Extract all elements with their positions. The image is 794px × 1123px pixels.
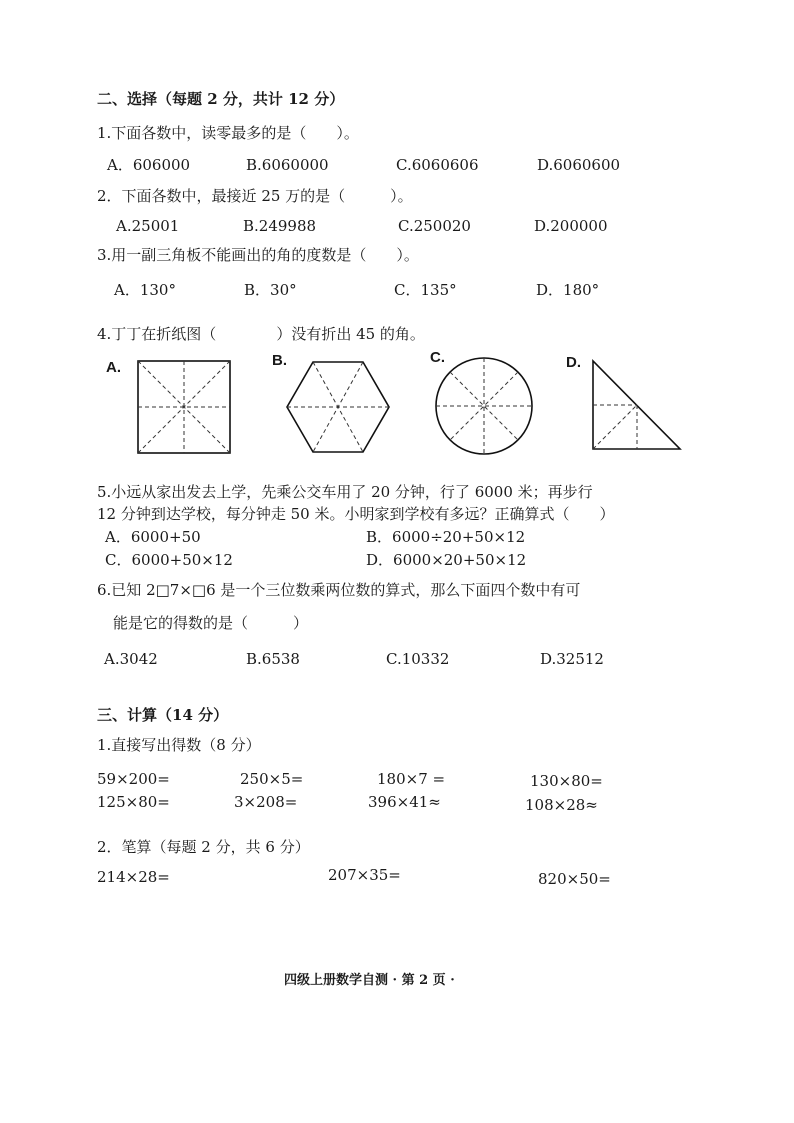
page-footer: 四级上册数学自测 · 第 2 页 · [284, 973, 455, 988]
question-1-option-a: A．606000 [107, 156, 191, 174]
oral-calc-2: 250×5= [240, 770, 304, 788]
figure-d-label: D. [566, 354, 581, 371]
question-3-option-c: C．135° [394, 281, 457, 299]
figure-a-label: A. [106, 359, 121, 376]
question-1-option-c: C.6060606 [396, 156, 479, 174]
folded-hexagon-figure [285, 360, 391, 454]
section-2-title: 二、选择（每题 2 分，共计 12 分） [97, 90, 345, 108]
oral-calc-6: 3×208= [234, 793, 298, 811]
part-1-title: 1.直接写出得数（8 分） [97, 736, 261, 754]
written-calc-2: 207×35= [328, 866, 401, 884]
oral-calc-3: 180×7 = [377, 770, 446, 788]
question-5-line-2: 12 分钟到达学校，每分钟走 50 米。小明家到学校有多远？正确算式（ ） [97, 505, 615, 523]
question-2-option-b: B.249988 [243, 217, 317, 235]
question-2-option-c: C.250020 [398, 217, 471, 235]
question-2-option-d: D.200000 [534, 217, 608, 235]
question-6-option-d: D.32512 [540, 650, 604, 668]
question-5-line-1: 5.小远从家出发去上学，先乘公交车用了 20 分钟，行了 6000 米；再步行 [97, 483, 593, 501]
oral-calc-8: 108×28≈ [525, 796, 598, 814]
question-1-option-d: D.6060600 [537, 156, 621, 174]
question-6-option-a: A.3042 [104, 650, 158, 668]
question-5-option-c: C．6000+50×12 [105, 551, 233, 569]
oral-calc-4: 130×80= [530, 772, 603, 790]
part-2-title: 2．笔算（每题 2 分，共 6 分） [97, 838, 310, 856]
question-1-option-b: B.6060000 [246, 156, 329, 174]
figure-b-label: B. [272, 352, 287, 369]
folded-square-figure [137, 360, 231, 454]
question-6-line-2: 能是它的得数的是（ ） [113, 614, 309, 632]
question-6-line-1: 6.已知 2□7×□6 是一个三位数乘两位数的算式，那么下面四个数中有可 [97, 581, 581, 599]
question-4-stem: 4.丁丁在折纸图（ ）没有折出 45 的角。 [97, 325, 425, 343]
question-1-stem: 1.下面各数中，读零最多的是（ ）。 [97, 124, 359, 142]
question-3-option-d: D．180° [536, 281, 600, 299]
question-3-option-b: B．30° [244, 281, 297, 299]
question-3-option-a: A．130° [114, 281, 176, 299]
question-2-option-a: A.25001 [116, 217, 180, 235]
figure-c-label: C. [430, 349, 445, 366]
written-calc-3: 820×50= [538, 870, 611, 888]
oral-calc-7: 396×41≈ [368, 793, 441, 811]
question-5-option-b: B．6000÷20+50×12 [366, 528, 526, 546]
folded-circle-figure [434, 356, 534, 456]
section-3-title: 三、计算（14 分） [97, 706, 229, 724]
written-calc-1: 214×28= [97, 868, 170, 886]
folded-triangle-figure [590, 358, 684, 452]
question-5-option-d: D．6000×20+50×12 [366, 551, 527, 569]
question-6-option-c: C.10332 [386, 650, 450, 668]
oral-calc-5: 125×80= [97, 793, 170, 811]
question-5-option-a: A．6000+50 [105, 528, 201, 546]
question-2-stem: 2．下面各数中，最接近 25 万的是（ ）。 [97, 187, 413, 205]
oral-calc-1: 59×200= [97, 770, 170, 788]
question-6-option-b: B.6538 [246, 650, 300, 668]
question-3-stem: 3.用一副三角板不能画出的角的度数是（ ）。 [97, 246, 419, 264]
